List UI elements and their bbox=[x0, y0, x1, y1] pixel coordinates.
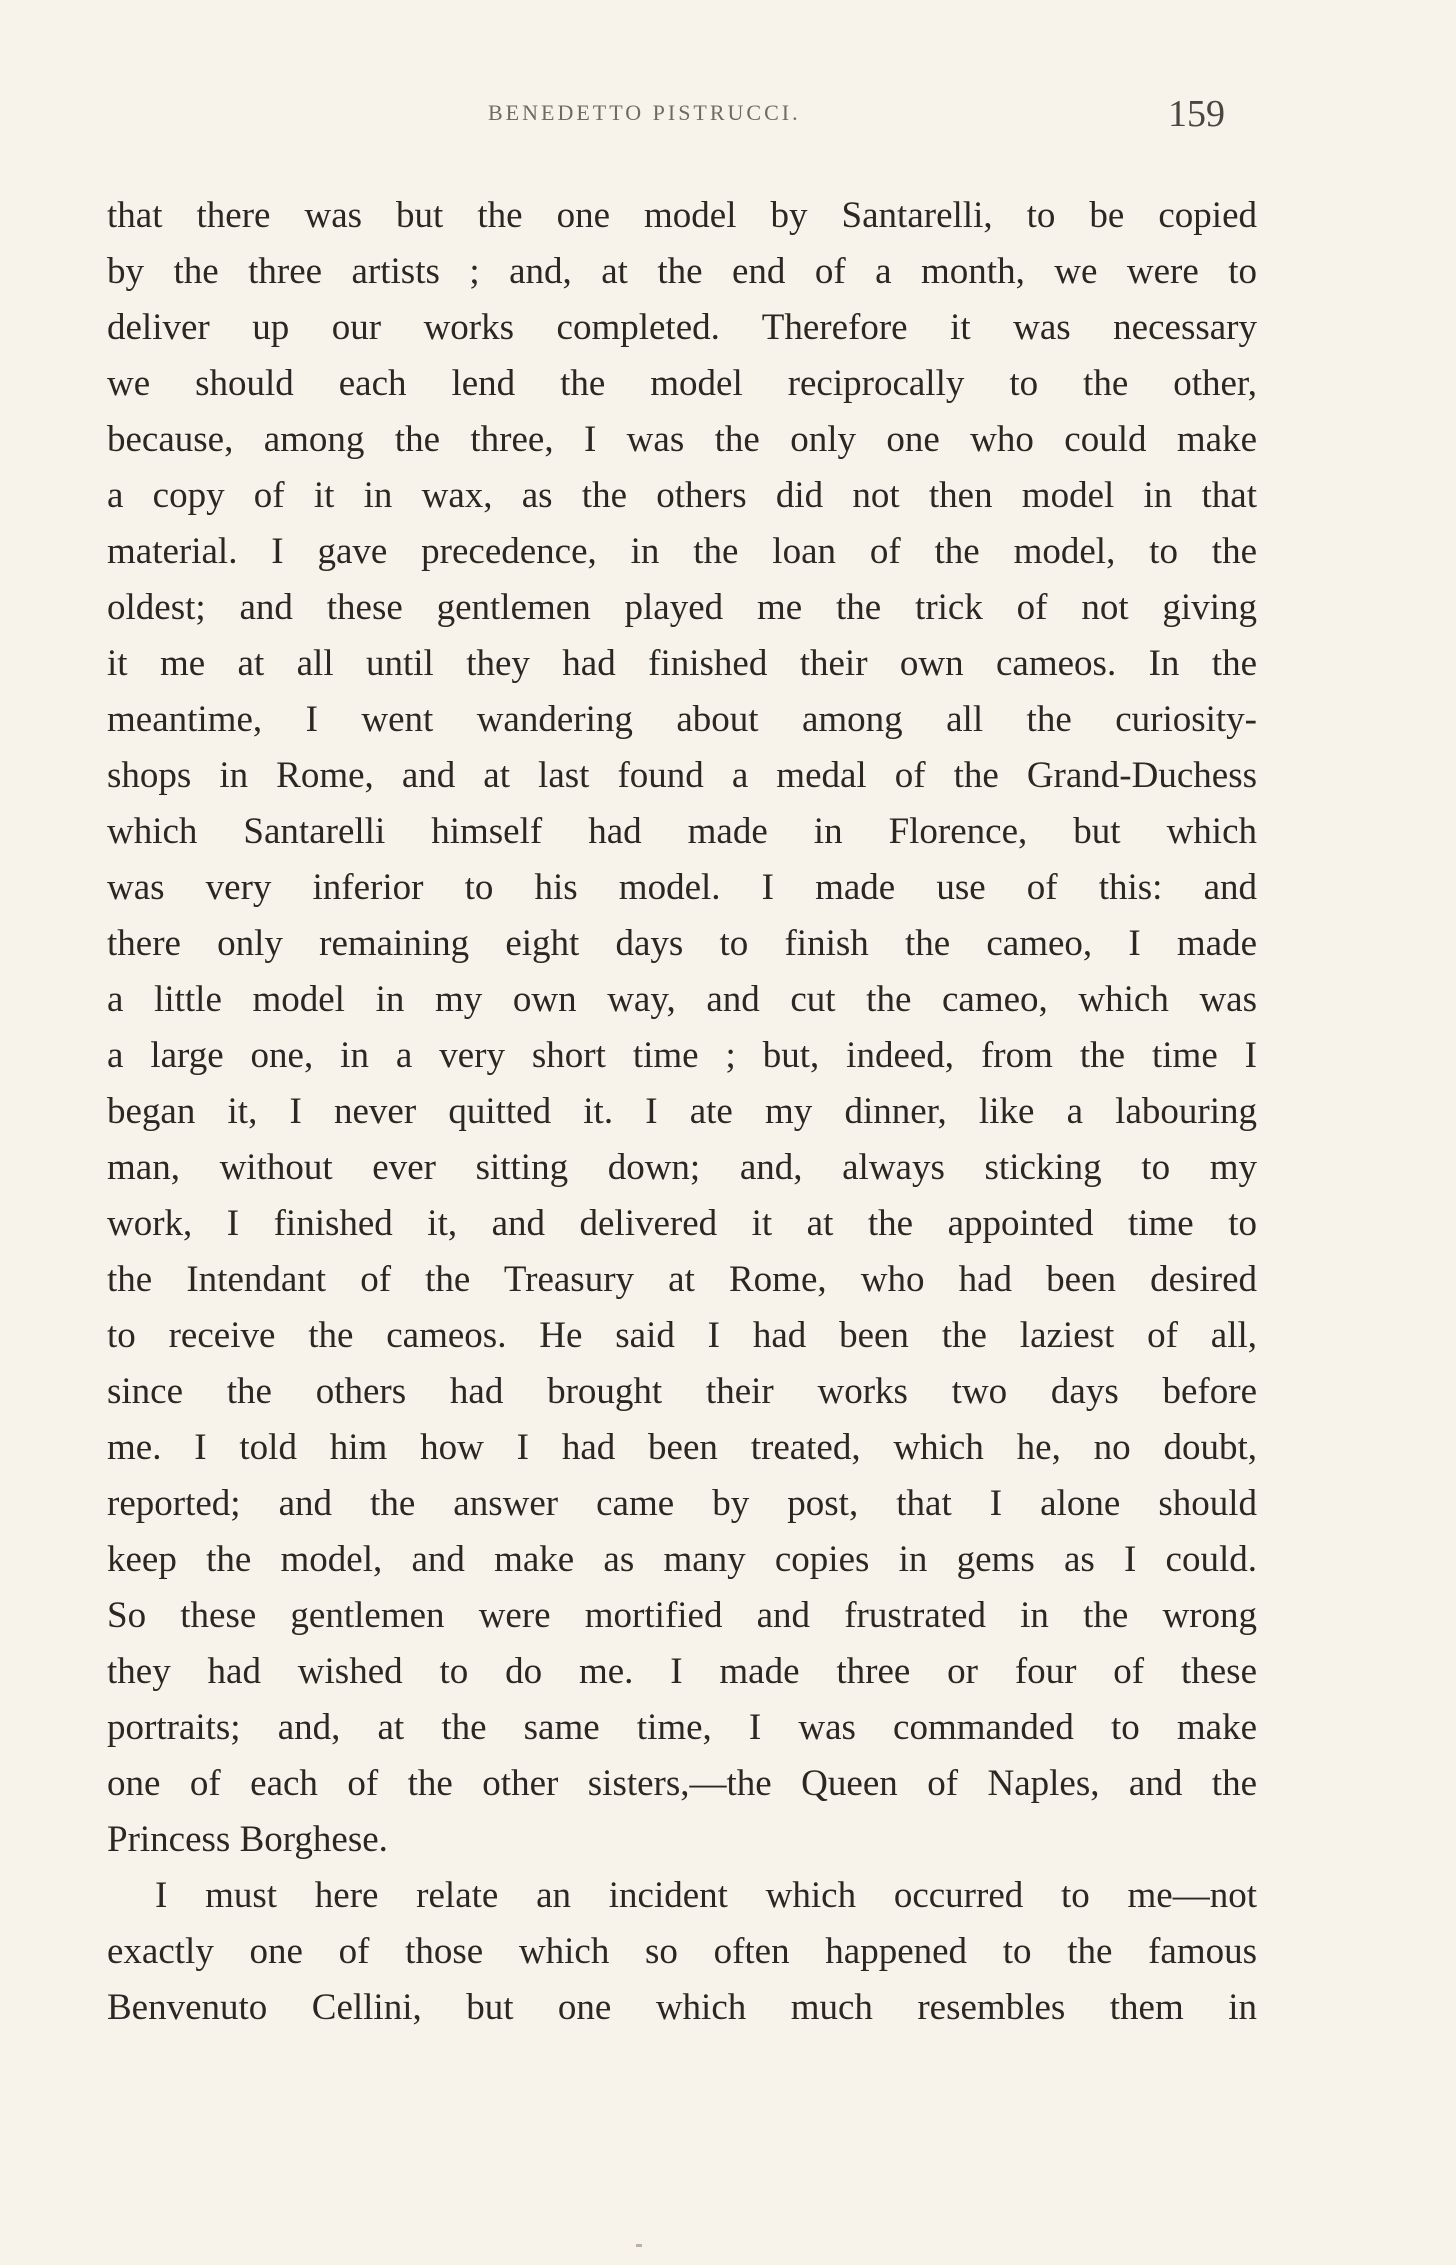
text-line: deliver up our works completed. Therefore it was necessary bbox=[107, 307, 1257, 348]
paragraph-2 bbox=[107, 1868, 1257, 2036]
text-line: work, I finished it, and delivered it at the appointed time to bbox=[107, 1203, 1257, 1244]
text-line: keep the model, and make as many copies in gems as I could. bbox=[107, 1539, 1257, 1580]
text-line: me. I told him how I had been treated, which he, no doubt, bbox=[107, 1427, 1257, 1468]
running-head bbox=[0, 92, 1456, 142]
text-line: man, without ever sitting down; and, always sticking to my bbox=[107, 1147, 1257, 1188]
text-line: material. I gave precedence, in the loan of the model, to the bbox=[107, 531, 1257, 572]
text-line: shops in Rome, and at last found a medal of the Grand-Duchess bbox=[107, 755, 1257, 796]
text-line: reported; and the answer came by post, that I alone should bbox=[107, 1483, 1257, 1524]
text-line: they had wished to do me. I made three or four of these bbox=[107, 1651, 1257, 1692]
text-line: a little model in my own way, and cut the cameo, which was bbox=[107, 979, 1257, 1020]
printer-mark bbox=[636, 2244, 642, 2247]
text-line: which Santarelli himself had made in Florence, but which bbox=[107, 811, 1257, 852]
running-title: BENEDETTO PISTRUCCI. bbox=[488, 100, 801, 125]
text-line: since the others had brought their works two days before bbox=[107, 1371, 1257, 1412]
text-line: So these gentlemen were mortified and frustrated in the wrong bbox=[107, 1595, 1257, 1636]
text-line: the Intendant of the Treasury at Rome, who had been desired bbox=[107, 1259, 1257, 1300]
text-line: that there was but the one model by Santarelli, to be copied bbox=[107, 195, 1257, 236]
text-line: portraits; and, at the same time, I was commanded to make bbox=[107, 1707, 1257, 1748]
text-line: a copy of it in wax, as the others did not then model in that bbox=[107, 475, 1257, 516]
text-line: Benvenuto Cellini, but one which much resembles them in bbox=[107, 1987, 1257, 2028]
text-line: to receive the cameos. He said I had been the laziest of all, bbox=[107, 1315, 1257, 1356]
body-text bbox=[107, 188, 1257, 2036]
text-line: we should each lend the model reciprocally to the other, bbox=[107, 363, 1257, 404]
text-line: it me at all until they had finished their own cameos. In the bbox=[107, 643, 1257, 684]
text-line: meantime, I went wandering about among all the curiosity- bbox=[107, 699, 1257, 740]
text-line: was very inferior to his model. I made use of this: and bbox=[107, 867, 1257, 908]
text-line: there only remaining eight days to finish the cameo, I made bbox=[107, 923, 1257, 964]
text-line: began it, I never quitted it. I ate my dinner, like a labouring bbox=[107, 1091, 1257, 1132]
text-line: Princess Borghese. bbox=[107, 1819, 388, 1860]
page-number: 159 bbox=[1168, 93, 1225, 135]
text-line: by the three artists ; and, at the end of a month, we were to bbox=[107, 251, 1257, 292]
text-line: exactly one of those which so often happened to the famous bbox=[107, 1931, 1257, 1972]
text-line: one of each of the other sisters,—the Queen of Naples, and the bbox=[107, 1763, 1257, 1804]
text-line: oldest; and these gentlemen played me the trick of not giving bbox=[107, 587, 1257, 628]
text-line: because, among the three, I was the only one who could make bbox=[107, 419, 1257, 460]
text-line: I must here relate an incident which occurred to me—not bbox=[155, 1875, 1257, 1916]
paragraph-1 bbox=[107, 188, 1257, 1868]
text-line: a large one, in a very short time ; but, indeed, from the time I bbox=[107, 1035, 1257, 1076]
